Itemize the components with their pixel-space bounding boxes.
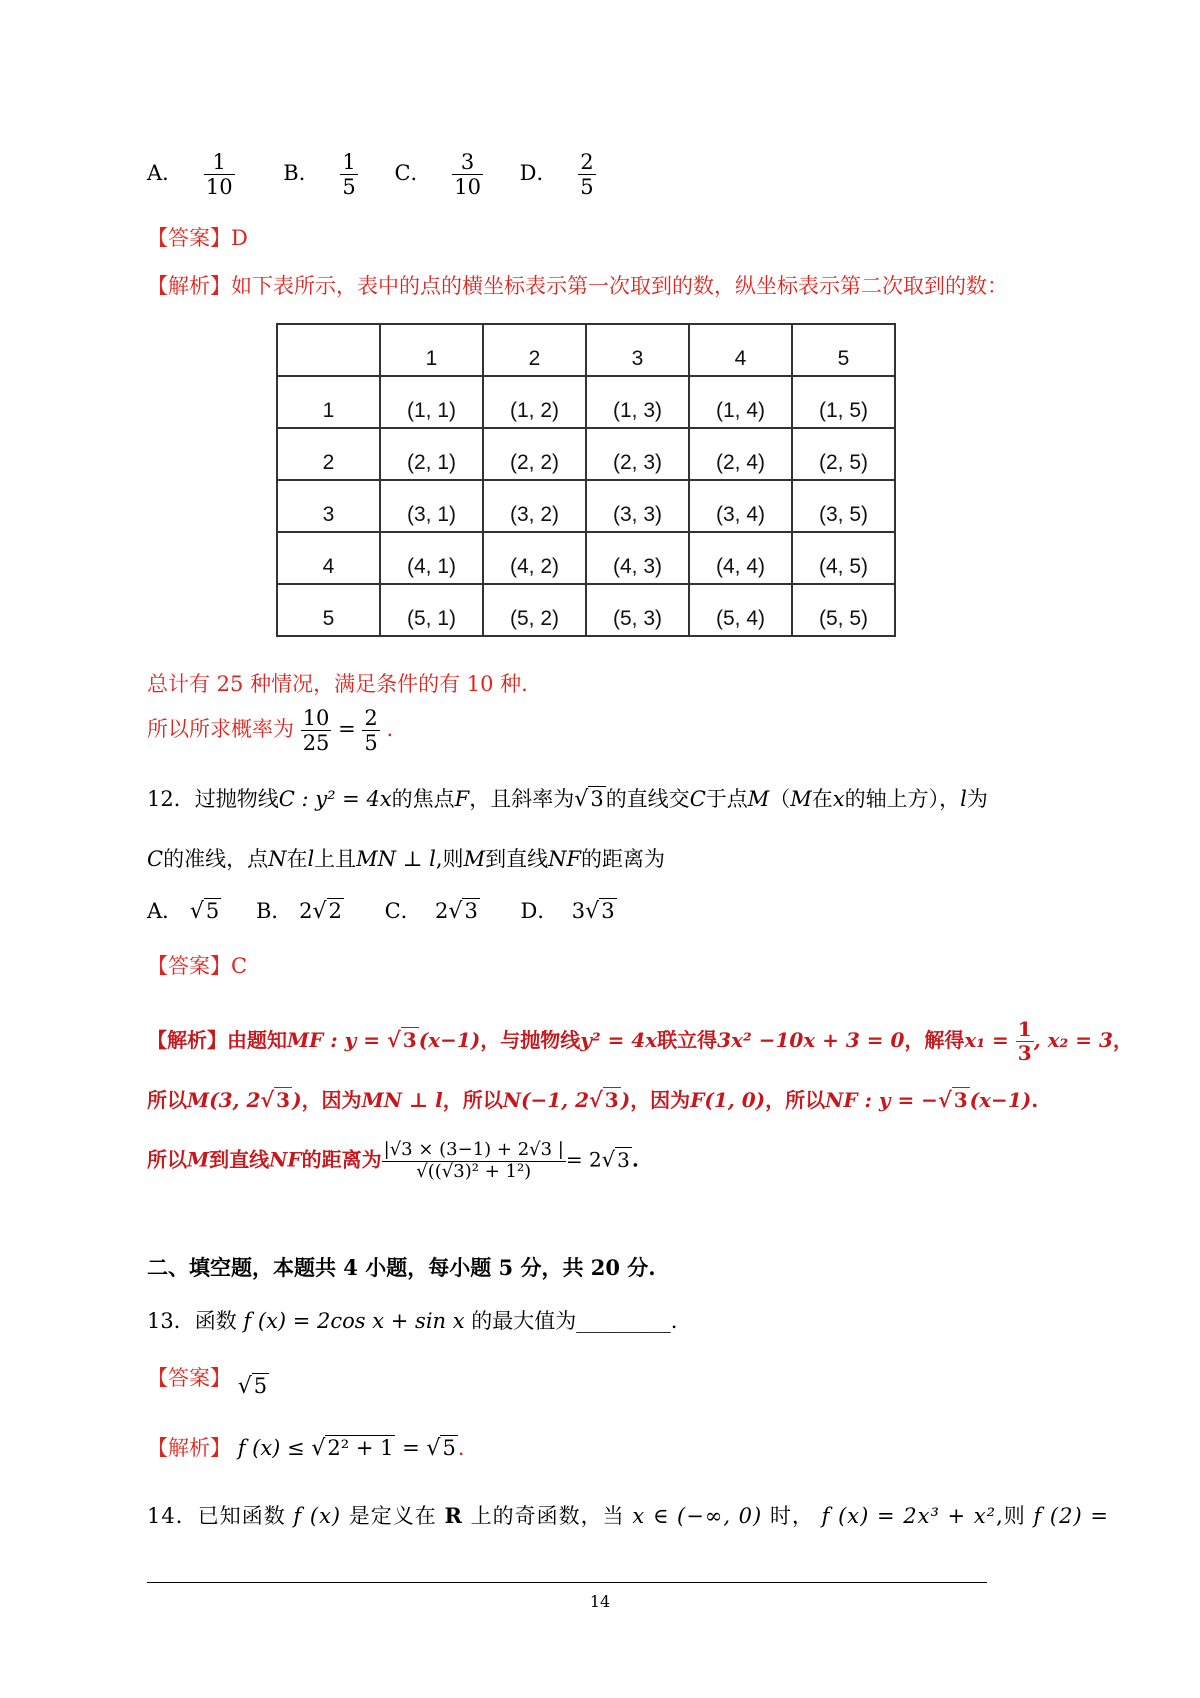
text: 在 [811,787,833,811]
question-number: 12．过抛物线 [147,787,279,811]
table-cell: (2, 3) [586,428,689,480]
text: 时， [769,1504,814,1528]
text: 在 [286,847,308,871]
analysis-tag: 【解析】 [147,274,231,298]
distance-fraction [382,1140,566,1182]
numerator: 2 [580,150,594,174]
probability-prefix: 所以所求概率为 [147,717,294,742]
table-cell: (2, 5) [792,428,895,480]
equals-sign: = [338,717,356,742]
period: . [386,717,394,742]
math-expr: 3x² −10x + 3 = 0 [717,1028,905,1052]
math-var: M [463,847,486,871]
footer-rule [147,1582,987,1583]
sqrt-symbol: √ [588,1087,603,1112]
option-letter: B． [283,161,320,186]
math-expr: = [395,1436,427,1460]
sqrt-symbol: √ [260,1087,275,1112]
q11-options [147,150,596,199]
denominator: √((√3)² + 1²) [416,1160,532,1182]
q11-analysis [147,270,1008,300]
sqrt-symbol: √ [426,1436,441,1461]
math-expr: x ∈ (−∞, 0) [632,1504,763,1528]
q11-option-a [147,150,235,199]
math-expr: = 2 [565,1147,602,1172]
math-var: l [960,787,967,811]
text: 上的奇函数，当 [470,1504,625,1528]
table-row [277,584,895,636]
fraction [301,706,332,755]
parabola-equation: C : y² = 4x [278,787,392,811]
text: 为 [966,787,988,811]
q11-option-b [283,150,358,199]
denominator: 10 [454,175,481,200]
math-expr: M(3, 2 [187,1088,261,1112]
text: ,则 [996,1504,1026,1528]
q13 [147,1305,677,1335]
text: ，因为 [630,1088,691,1112]
table-row [277,376,895,428]
math-expr: N(−1, 2 [502,1088,589,1112]
table-cell: 4 [277,532,380,584]
math-expr: y² = 4x [580,1028,658,1052]
table-cell: (5, 4) [689,584,792,636]
table-row [277,480,895,532]
sqrt-symbol: √ [585,899,600,924]
text: ，解得 [904,1028,965,1052]
radicand: 3 [604,1088,619,1112]
math-var: l [307,847,315,871]
table-cell: (5, 5) [792,584,895,636]
text: 的距离为 [581,847,666,871]
text: ，与抛物线 [480,1028,581,1052]
sqrt-symbol: √ [386,1027,401,1052]
table-header-row [277,324,895,376]
table-cell: (1, 1) [380,376,483,428]
text: 是定义在 [348,1504,437,1528]
table-cell: (5, 2) [483,584,586,636]
denominator: 5 [364,731,378,756]
analysis-tag: 【解析】 [147,1436,231,1460]
math-var: NF [269,1147,302,1172]
text: 到直线 [485,847,549,871]
function-expression: f (x) = 2cos x + sin x [243,1309,465,1333]
q12-option-d [521,895,617,925]
q12-line2 [147,843,665,873]
text: （ [769,787,791,811]
option-letter: A． [147,161,184,186]
math-expr: (x−1) [969,1088,1032,1112]
radicand: 3 [601,899,615,923]
math-expr: f (2) = [1033,1504,1109,1528]
radicand: 3 [276,1088,291,1112]
table-cell: (3, 2) [483,480,586,532]
table-cell: (2, 1) [380,428,483,480]
math-var: NF [548,847,582,871]
math-expr: , x₂ = 3 [1033,1028,1113,1052]
fraction [362,706,379,755]
option-letter: D． [519,161,558,186]
q11-answer [147,222,248,252]
q11-option-d [520,150,596,199]
denominator: 25 [302,731,330,756]
text: . [1031,1088,1039,1112]
math-expr: F(1, 0) [690,1088,766,1112]
sqrt-symbol: √ [601,1147,616,1172]
table-cell: (5, 1) [380,584,483,636]
math-expr: x₁ = [964,1028,1016,1052]
text: 上且 [314,847,357,871]
sqrt-symbol: √ [448,899,463,924]
text: ，且斜率为 [469,787,575,811]
numerator: 1 [1017,1017,1032,1041]
radicand: 2² + 1 [327,1436,394,1460]
text: 的焦点 [391,787,455,811]
table-cell: (3, 4) [689,480,792,532]
denominator: 10 [205,175,233,200]
radicand: 5 [442,1436,456,1460]
q11-total: 总计有 25 种情况，满足条件的有 10 种. [147,672,528,696]
text: 的轴上方）， [844,787,961,811]
table-cell: (3, 3) [586,480,689,532]
radicand: 5 [205,899,220,923]
coefficient: 2 [299,899,313,923]
math-expr: MN ⊥ l [361,1088,443,1112]
q12-analysis-line2 [147,1084,1038,1113]
table-cell: 5 [277,584,380,636]
text: 由题知 [227,1028,287,1052]
table-cell: (1, 4) [689,376,792,428]
math-expr: ) [292,1088,302,1112]
q11-probability [147,706,393,755]
analysis-tag: 【解析】 [147,1028,227,1052]
table-cell: 2 [483,324,586,376]
sqrt-symbol: √ [574,787,589,812]
math-var: F [454,787,470,811]
period: . [670,1309,678,1333]
numerator: 10 [302,706,330,730]
table-cell: (4, 4) [689,532,792,584]
table-row [277,532,895,584]
option-letter: B． [255,899,293,923]
table-row [277,428,895,480]
answer-blank: _________ [576,1309,671,1333]
q11-option-c [394,150,483,199]
answer-tag: 【答案】 [147,954,231,978]
table-cell: (4, 5) [792,532,895,584]
math-var: M [790,787,812,811]
real-set-symbol: R [444,1503,463,1528]
sqrt-symbol: √ [312,899,327,924]
fraction [204,150,235,199]
math-var: M [747,787,770,811]
table-cell: (1, 3) [586,376,689,428]
coefficient: 2 [435,899,449,923]
option-letter: C． [394,161,432,186]
radicand: 2 [328,899,342,923]
period: . [631,1147,639,1172]
q12-analysis-line1 [147,1018,1133,1065]
table-cell: (3, 5) [792,480,895,532]
math-expr: (x−1) [418,1028,481,1052]
q12-answer [147,950,247,980]
table-cell: 2 [277,428,380,480]
math-expr: MF : y = [287,1028,387,1052]
math-expr: ) [620,1088,631,1112]
outcome-table [276,323,896,637]
table-cell [277,324,380,376]
q12-option-b [256,895,344,925]
answer-value: C [231,954,248,978]
answer-value: D [231,226,248,250]
numerator: 1 [342,150,356,174]
answer-value: 5 [253,1374,268,1398]
table-cell: (4, 2) [483,532,586,584]
math-expr: f (x) ≤ [237,1436,312,1460]
fraction [452,150,483,199]
text: 所以 [147,1088,187,1112]
question-number: 13．函数 [147,1309,237,1333]
table-cell: 3 [586,324,689,376]
sqrt-symbol: √ [237,1374,252,1399]
page-number: 14 [589,1592,611,1611]
text: ，因为 [301,1088,362,1112]
table-cell: 3 [277,480,380,532]
perpendicular-condition: MN ⊥ l [356,847,436,871]
denominator: 5 [342,175,356,200]
math-var: M [187,1147,210,1172]
numerator: 3 [452,150,483,175]
text: ，所以 [442,1088,503,1112]
question-number: 14．已知函数 [147,1504,286,1528]
radicand: 3 [953,1088,968,1112]
table-cell: (1, 2) [483,376,586,428]
text: ,则 [435,847,464,871]
math-expr: NF : y = − [825,1088,938,1112]
text: 所以 [147,1147,187,1172]
table-cell: (4, 3) [586,532,689,584]
math-var: N [268,847,287,871]
math-var: C [147,847,164,871]
text: 的距离为 [301,1147,382,1172]
text: 联立得 [657,1028,718,1052]
q12-option-a [147,895,221,925]
table-cell: 5 [792,324,895,376]
numerator: 2 [364,706,378,730]
radicand: 3 [590,787,604,811]
q12-option-c [385,895,480,925]
sqrt-symbol: √ [937,1087,952,1112]
table-cell: (3, 1) [380,480,483,532]
numerator: |√3 × (3−1) + 2√3 | [383,1139,564,1160]
section-heading: 二、填空题，本题共 4 小题，每小题 5 分，共 20 分. [147,1255,656,1280]
fraction [1016,1018,1034,1065]
q13-analysis [147,1432,465,1462]
q12-options [147,895,617,925]
text: 于点 [705,787,748,811]
text: ，所以 [765,1088,826,1112]
option-letter: C． [384,899,422,923]
numerator: 1 [204,150,235,175]
text: 的准线，点 [163,847,269,871]
radicand: 3 [402,1028,417,1052]
q14 [147,1500,1109,1530]
answer-tag: 【答案】 [147,1366,231,1390]
table-cell: 1 [277,376,380,428]
text: ， [1112,1028,1133,1052]
math-var: C [689,787,706,811]
analysis-text: 如下表所示，表中的点的横坐标表示第一次取到的数，纵坐标表示第二次取到的数： [231,274,1008,298]
radicand: 3 [464,899,478,923]
answer-tag: 【答案】 [147,226,231,250]
math-var: x [832,787,845,811]
denominator: 3 [1017,1041,1032,1065]
denominator: 5 [580,175,594,200]
fraction [340,150,357,199]
q12-line1 [147,783,988,813]
table-cell: 1 [380,324,483,376]
table-cell: (4, 1) [380,532,483,584]
q12-analysis-line3 [147,1140,639,1182]
sqrt-symbol: √ [189,899,204,924]
q13-answer [147,1362,269,1399]
math-expr: f (x) = 2x³ + x² [821,1504,997,1528]
period: . [457,1436,465,1460]
table-cell: (2, 4) [689,428,792,480]
radicand: 3 [617,1147,630,1172]
fraction [578,150,595,199]
math-expr: f (x) [293,1504,342,1528]
table-cell: (5, 3) [586,584,689,636]
option-letter: D． [520,899,559,923]
sqrt-symbol: √ [311,1436,326,1461]
option-letter: A． [147,899,184,923]
text: 的最大值为 [471,1309,577,1333]
coefficient: 3 [571,899,586,923]
table-cell: (2, 2) [483,428,586,480]
text: 的直线交 [605,787,690,811]
table-cell: (1, 5) [792,376,895,428]
table-cell: 4 [689,324,792,376]
text: 到直线 [209,1147,270,1172]
